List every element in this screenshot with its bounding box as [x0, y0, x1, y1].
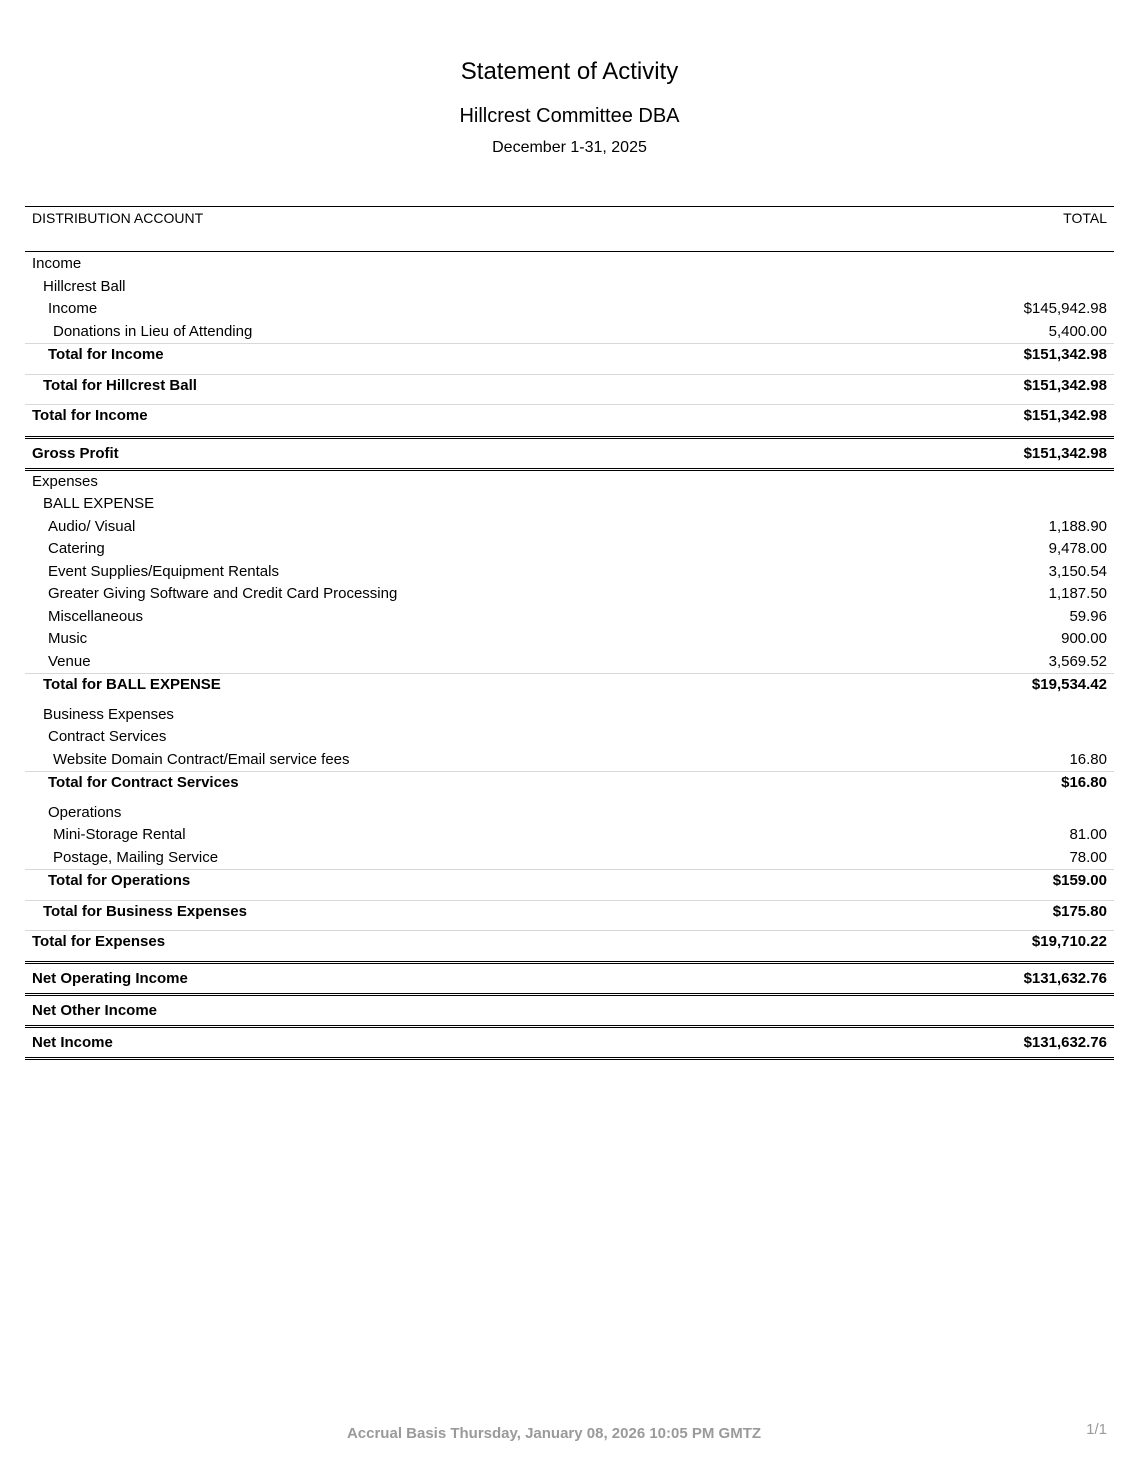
- row-amount: $145,942.98: [1023, 300, 1107, 317]
- row-amount: 5,400.00: [1048, 322, 1107, 340]
- row-label: Income: [32, 255, 82, 272]
- report-footer-basis: Accrual Basis Thursday, January 08, 2026 10:05 PM GMTZ: [346, 1425, 762, 1442]
- row-label: BALL EXPENSE: [43, 495, 155, 512]
- group-operations: [25, 802, 1114, 825]
- account-row-catering: [25, 538, 1114, 561]
- row-amount: $131,632.76: [1023, 1033, 1107, 1051]
- account-row-donations: [25, 321, 1114, 344]
- row-label: Miscellaneous: [48, 607, 144, 625]
- row-label: Venue: [48, 652, 91, 670]
- total-row-operations: [25, 869, 1114, 893]
- total-row-hillcrest-ball: [25, 374, 1114, 398]
- row-label: Operations: [48, 803, 122, 821]
- row-label: Total for Income: [32, 407, 148, 424]
- row-amount: 59.96: [1069, 607, 1107, 625]
- row-label: Total for BALL EXPENSE: [43, 676, 221, 693]
- row-amount: 3,150.54: [1048, 562, 1107, 580]
- company-name: Hillcrest Committee DBA: [459, 105, 680, 127]
- report-title: Statement of Activity: [460, 58, 679, 85]
- gross-profit-row: [25, 436, 1114, 471]
- row-label: Income: [48, 300, 98, 317]
- net-other-income-row: [25, 993, 1114, 1025]
- account-row-greater-giving: [25, 583, 1114, 606]
- account-row-venue: [25, 651, 1114, 674]
- account-row-website-domain: [25, 749, 1114, 772]
- row-label: Total for Business Expenses: [43, 902, 247, 920]
- account-row-event-supplies: [25, 561, 1114, 584]
- row-label: Hillcrest Ball: [43, 277, 126, 295]
- total-row-contract-services: [25, 771, 1114, 795]
- row-amount: $159.00: [1052, 872, 1107, 889]
- group-hillcrest-ball: [25, 276, 1114, 299]
- row-label: Website Domain Contract/Email service fees: [53, 750, 350, 768]
- row-label: Catering: [48, 540, 105, 557]
- account-row-income: [25, 298, 1114, 321]
- total-row-income: [25, 404, 1114, 428]
- row-amount: $19,534.42: [1031, 676, 1107, 693]
- row-amount: $131,632.76: [1023, 969, 1107, 987]
- group-contract-services: [25, 726, 1114, 749]
- row-label: Total for Operations: [48, 872, 191, 889]
- row-amount: $151,342.98: [1023, 346, 1107, 363]
- row-label: Postage, Mailing Service: [53, 848, 219, 866]
- row-label: Total for Income: [48, 346, 164, 363]
- row-label: Music: [48, 630, 88, 647]
- total-row-ball-expense: [25, 673, 1114, 697]
- group-ball-expense: [25, 493, 1114, 516]
- row-label: Total for Contract Services: [48, 774, 239, 791]
- account-row-mini-storage: [25, 824, 1114, 847]
- row-amount: $16.80: [1061, 774, 1107, 791]
- row-amount: 1,188.90: [1048, 517, 1107, 535]
- row-amount: $19,710.22: [1031, 933, 1107, 950]
- account-row-postage: [25, 847, 1114, 870]
- row-label: Total for Expenses: [32, 933, 166, 950]
- row-label: Contract Services: [48, 728, 167, 745]
- row-amount: 81.00: [1069, 826, 1107, 843]
- account-row-audio-visual: [25, 516, 1114, 539]
- total-row-business-expenses: [25, 900, 1114, 924]
- group-business-expenses: [25, 704, 1114, 727]
- row-amount: $151,342.98: [1023, 407, 1107, 424]
- row-label: Greater Giving Software and Credit Card Processing: [48, 585, 398, 602]
- row-amount: $151,342.98: [1023, 376, 1107, 394]
- column-header: [25, 206, 1114, 252]
- page-number: 1/1: [1086, 1421, 1107, 1438]
- row-label: Event Supplies/Equipment Rentals: [48, 562, 279, 580]
- row-label: Net Operating Income: [32, 969, 188, 987]
- row-amount: 78.00: [1069, 848, 1107, 866]
- row-label: Mini-Storage Rental: [53, 826, 186, 843]
- statement-table: [25, 206, 1114, 1060]
- row-amount: $175.80: [1052, 902, 1107, 920]
- row-amount: 3,569.52: [1048, 652, 1107, 670]
- row-label: Gross Profit: [32, 444, 119, 462]
- total-row-expenses: [25, 930, 1114, 954]
- row-amount: 1,187.50: [1048, 585, 1107, 602]
- net-operating-income-row: [25, 961, 1114, 993]
- row-label: Audio/ Visual: [48, 517, 136, 535]
- row-label: Net Other Income: [32, 1001, 158, 1019]
- column-header-total: TOTAL: [1063, 210, 1107, 226]
- row-label: Business Expenses: [43, 705, 174, 723]
- column-header-account: DISTRIBUTION ACCOUNT: [32, 210, 204, 226]
- report-period: December 1-31, 2025: [492, 139, 647, 156]
- row-amount: 16.80: [1069, 750, 1107, 768]
- row-amount: 900.00: [1061, 630, 1107, 647]
- section-income: [25, 253, 1114, 276]
- row-label: Net Income: [32, 1033, 113, 1051]
- account-row-miscellaneous: [25, 606, 1114, 629]
- row-label: Total for Hillcrest Ball: [43, 376, 197, 394]
- row-label: Expenses: [32, 472, 98, 490]
- row-amount: 9,478.00: [1048, 540, 1107, 557]
- net-income-row: [25, 1025, 1114, 1060]
- account-row-music: [25, 628, 1114, 651]
- row-amount: $151,342.98: [1023, 444, 1107, 462]
- row-label: Donations in Lieu of Attending: [53, 322, 253, 340]
- total-row-income-sub: [25, 343, 1114, 367]
- section-expenses: [25, 471, 1114, 494]
